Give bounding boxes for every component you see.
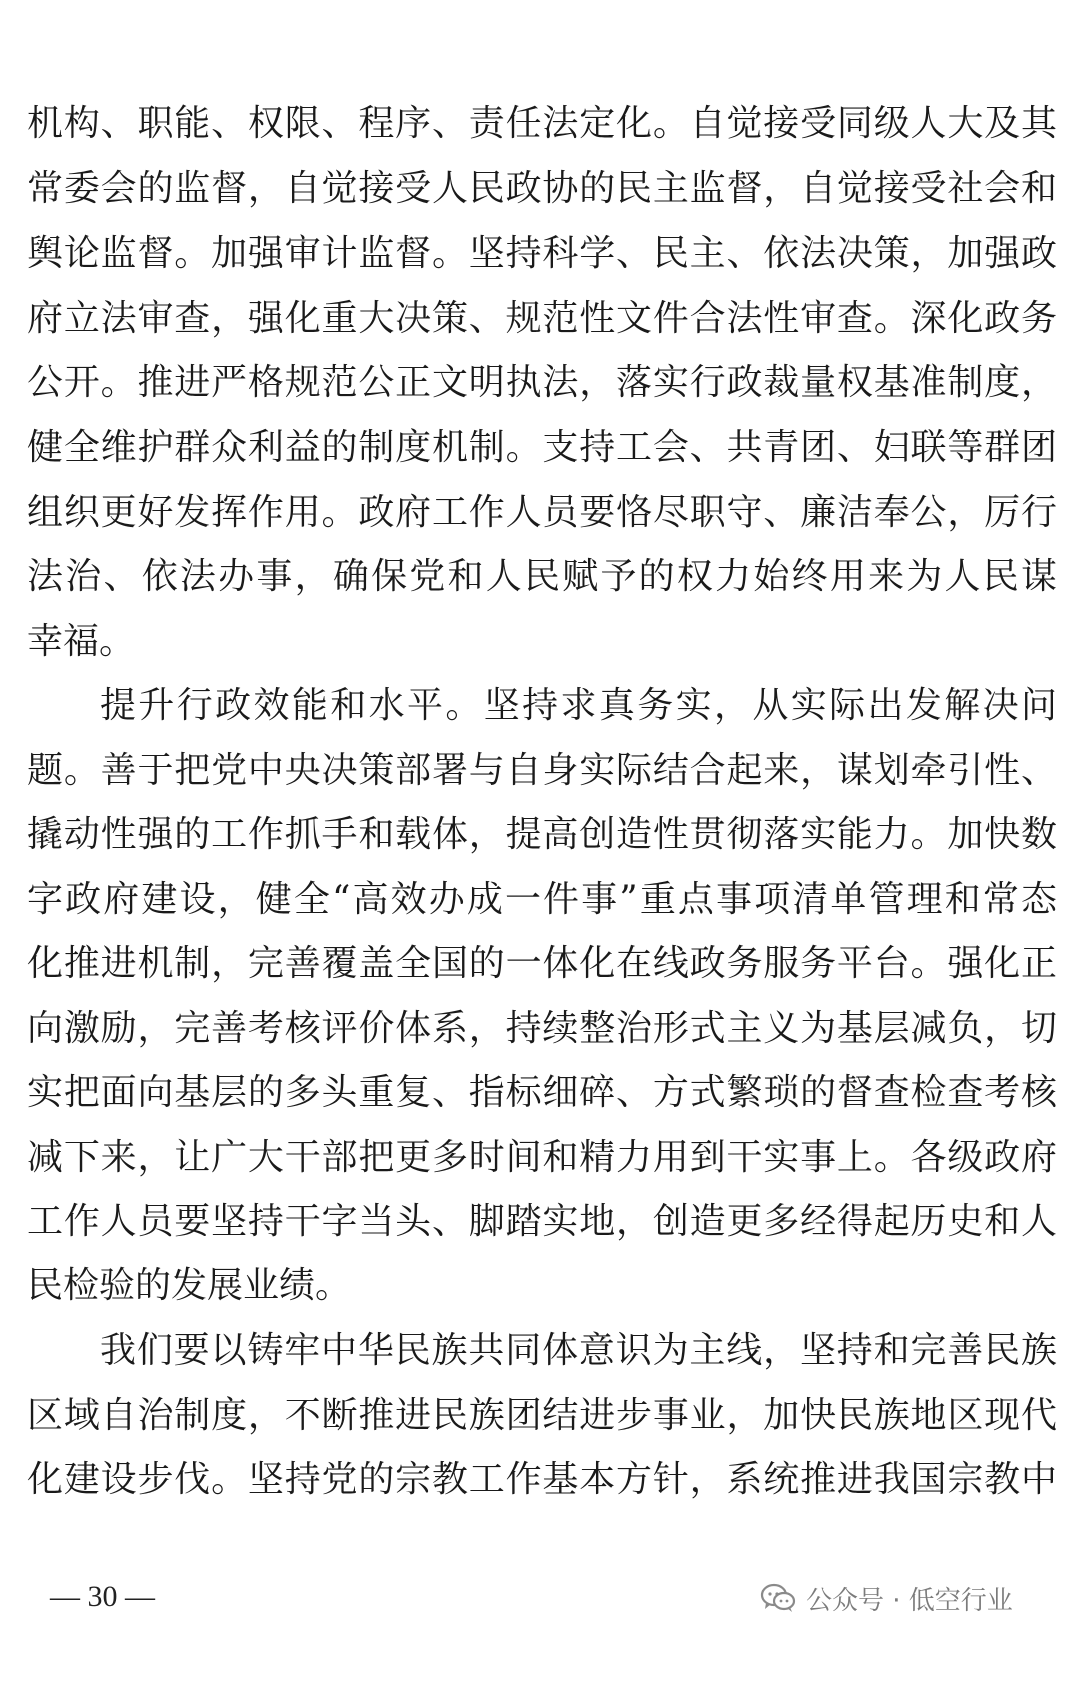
- text-line: 健全维护群众利益的制度机制。支持工会、共青团、妇联等群团: [27, 427, 1057, 468]
- text-line: 减下来，让广大干部把更多时间和精力用到干实事上。各级政府: [27, 1137, 1057, 1178]
- text-line: 府立法审查，强化重大决策、规范性文件合法性审查。深化政务: [27, 298, 1057, 339]
- text-line: 字政府建设，健全“高效办成一件事”重点事项清单管理和常态: [27, 879, 1057, 920]
- text-line: 实把面向基层的多头重复、指标细碎、方式繁琐的督查检查考核: [27, 1072, 1057, 1113]
- text-line: 组织更好发挥作用。政府工作人员要恪尽职守、廉洁奉公，厉行: [27, 492, 1057, 533]
- text-line: 常委会的监督，自觉接受人民政协的民主监督，自觉接受社会和: [27, 168, 1057, 209]
- watermark: [760, 1578, 1013, 1618]
- text-line: 机构、职能、权限、程序、责任法定化。自觉接受同级人大及其: [27, 103, 1057, 144]
- text-line: 化推进机制，完善覆盖全国的一体化在线政务服务平台。强化正: [27, 943, 1057, 984]
- text-line: 法治、依法办事，确保党和人民赋予的权力始终用来为人民谋: [27, 556, 1057, 597]
- text-line: 区域自治制度，不断推进民族团结进步事业，加快民族地区现代: [27, 1395, 1057, 1436]
- text-line: 工作人员要坚持干字当头、脚踏实地，创造更多经得起历史和人: [27, 1201, 1057, 1242]
- wechat-icon: [760, 1583, 796, 1613]
- text-line: 向激励，完善考核评价体系，持续整治形式主义为基层减负，切: [27, 1008, 1057, 1049]
- page-number: — 30 —: [50, 1580, 155, 1613]
- text-line: 撬动性强的工作抓手和载体，提高创造性贯彻落实能力。加快数: [27, 814, 1057, 855]
- text-line: 公开。推进严格规范公正文明执法，落实行政裁量权基准制度，: [27, 362, 1057, 403]
- text-line: 化建设步伐。坚持党的宗教工作基本方针，系统推进我国宗教中: [27, 1459, 1057, 1500]
- text-line: 提升行政效能和水平。坚持求真务实，从实际出发解决问: [100, 685, 1057, 726]
- text-line: 幸福。: [27, 621, 136, 662]
- text-line: 我们要以铸牢中华民族共同体意识为主线，坚持和完善民族: [100, 1330, 1057, 1371]
- watermark-text: 公众号 · 低空行业: [806, 1585, 1013, 1616]
- text-line: 题。善于把党中央决策部署与自身实际结合起来，谋划牵引性、: [27, 750, 1057, 791]
- text-line: 舆论监督。加强审计监督。坚持科学、民主、依法决策，加强政: [27, 233, 1057, 274]
- text-line: 民检验的发展业绩。: [27, 1265, 352, 1306]
